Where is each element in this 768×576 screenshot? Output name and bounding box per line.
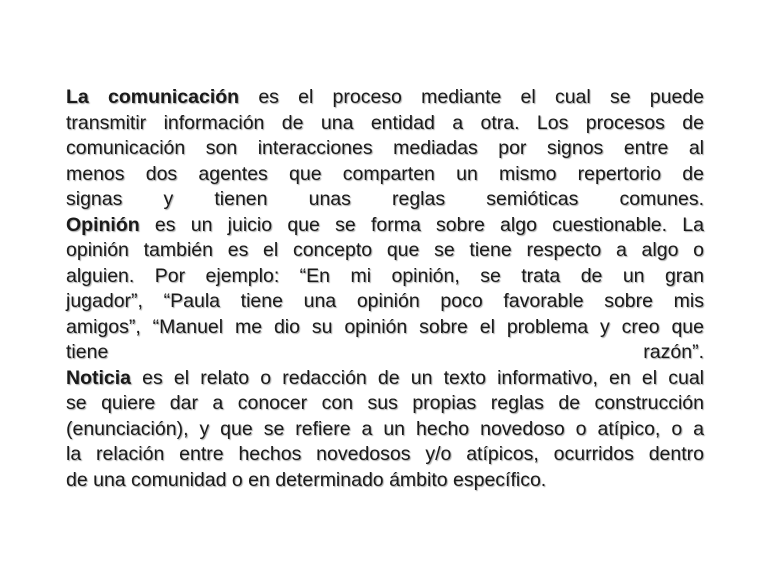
text-line [66, 366, 704, 392]
text-line: comunicación son interacciones mediadas por signos entre al [66, 137, 704, 159]
text-line: opinión también es el concepto que se tiene respecto a algo o [66, 239, 704, 261]
definition-text: es el proceso mediante el cual se puede [239, 86, 704, 108]
text-line: tiene razón”. [66, 341, 704, 363]
text-line: de una comunidad o en determinado ámbito específico. [66, 468, 547, 491]
text-line: amigos”, “Manuel me dio su opinión sobre el problema y creo que [66, 315, 704, 338]
term-noticia: Noticia [66, 366, 132, 389]
text-line [66, 213, 704, 239]
text-line: transmitir información de una entidad a otra. Los procesos de [66, 111, 704, 134]
term-comunicacion: La comunicación [66, 86, 240, 108]
text-line: la relación entre hechos novedosos y/o atípicos, ocurridos dentro [66, 443, 704, 465]
definition-text: es un juicio que se forma sobre algo cuestionable. La [139, 213, 704, 236]
text-line [66, 85, 704, 111]
definitions-text [66, 85, 704, 493]
text-line: (enunciación), y que se refiere a un hecho novedoso o atípico, o a [66, 417, 704, 440]
text-line: se quiere dar a conocer con sus propias reglas de construcción [66, 392, 704, 414]
term-opinion: Opinión [66, 213, 140, 236]
text-line: jugador”, “Paula tiene una opinión poco favorable sobre mis [66, 290, 704, 312]
text-line: alguien. Por ejemplo: “En mi opinión, se trata de un gran [66, 264, 704, 287]
definition-text: es el relato o redacción de un texto informativo, en el cual [131, 366, 704, 389]
text-line: signas y tienen unas reglas semióticas comunes. [66, 188, 704, 210]
text-line: menos dos agentes que comparten un mismo repertorio de [66, 162, 704, 185]
